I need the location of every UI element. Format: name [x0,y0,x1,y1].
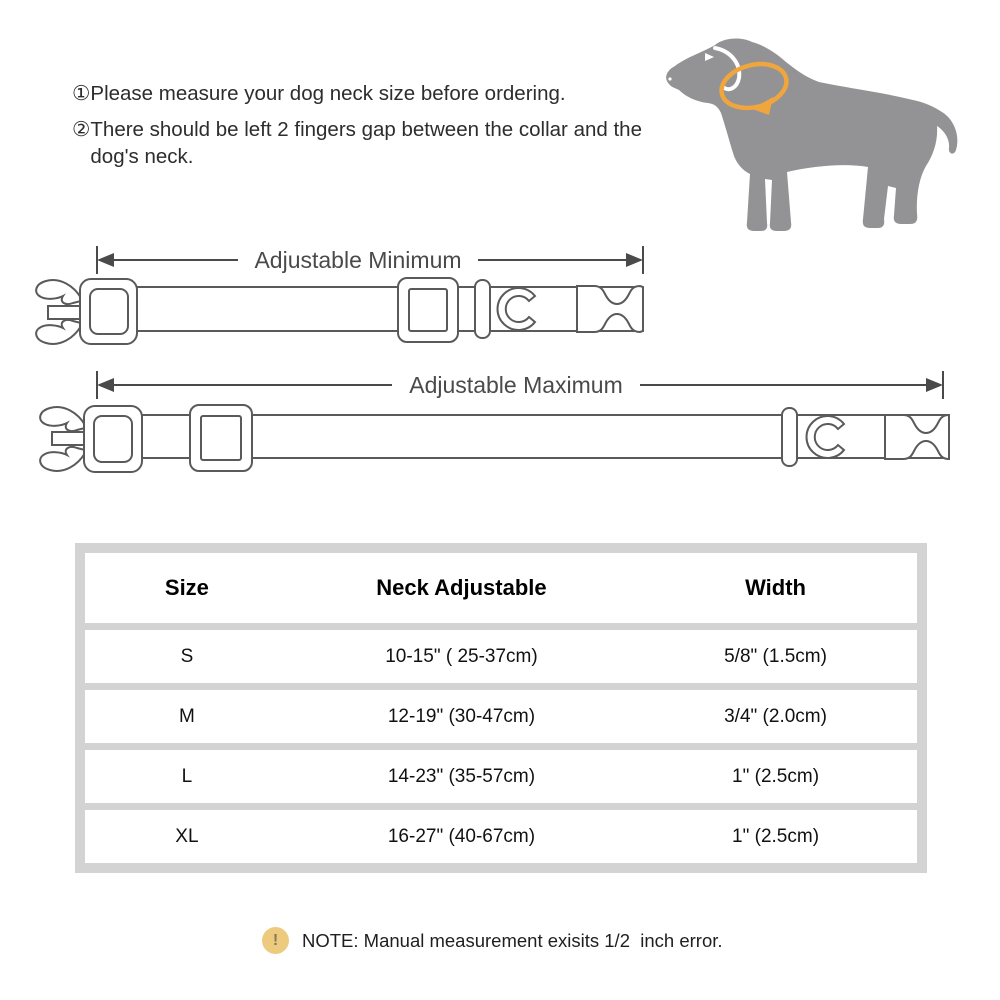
header-cell-size: Size [164,575,209,600]
collar-strap [133,287,640,331]
size-table [75,543,927,873]
table-row [85,810,917,863]
dog-silhouette [666,39,957,231]
circled-number-icon: ② [72,118,91,142]
arrow-right-icon [626,253,643,267]
collar-diagram-minimum [30,242,655,357]
buckle-male-inner [94,416,132,462]
instruction-text: There should be left 2 fingers gap between the collar and the dog's neck. [90,118,642,169]
buckle-prong-bar [48,306,82,319]
table-cell: 10-15" ( 25-37cm) [385,645,538,667]
header-cell-width: Width [745,575,806,600]
tri-glide-slider-inner [201,416,241,460]
table-cell: 1" (2.5cm) [732,765,820,787]
table-row [85,690,917,743]
exclamation-icon: ! [262,927,289,954]
table-row [85,630,917,683]
note-text: NOTE: Manual measurement exisits 1/2 inch error. [302,929,723,951]
arrow-right-icon [926,378,943,392]
table-cell: 3/4" (2.0cm) [724,705,827,727]
dog-illustration [655,20,975,238]
keeper-loop [782,408,797,466]
table-cell: S [180,645,194,667]
dimension-label: Adjustable Maximum [409,372,623,398]
buckle-prong-top [36,280,81,304]
buckle-male-inner [90,289,128,334]
dimension-label: Adjustable Minimum [254,247,462,273]
buckle-prong-bottom [36,320,81,344]
table-cell: L [181,765,193,787]
table-cell: 14-23" (35-57cm) [387,765,536,787]
table-cell: 12-19" (30-47cm) [387,705,536,727]
table-cell: 16-27" (40-67cm) [387,825,536,847]
arrow-left-icon [97,378,114,392]
circled-number-icon: ① [72,82,91,105]
buckle-prong-bar [52,432,86,445]
keeper-loop [475,280,490,338]
instructions [72,80,652,170]
buckle-prong-bottom [40,447,85,471]
table-cell: M [179,705,195,727]
instruction-text: Please measure your dog neck size before ordering. [90,82,566,105]
note [262,927,723,954]
buckle-prong-top [40,407,85,431]
collar-diagram-maximum [30,362,955,487]
instruction-item [72,116,652,170]
header-cell-neck: Neck Adjustable [376,575,547,600]
tri-glide-slider-inner [409,289,447,331]
dog-nose-dot [668,77,671,80]
table-header-row [85,553,917,623]
table-cell: 1" (2.5cm) [732,825,820,847]
table-cell: 5/8" (1.5cm) [724,645,827,667]
instruction-item [72,80,652,107]
arrow-left-icon [97,253,114,267]
table-row [85,750,917,803]
table-cell: XL [175,825,199,847]
